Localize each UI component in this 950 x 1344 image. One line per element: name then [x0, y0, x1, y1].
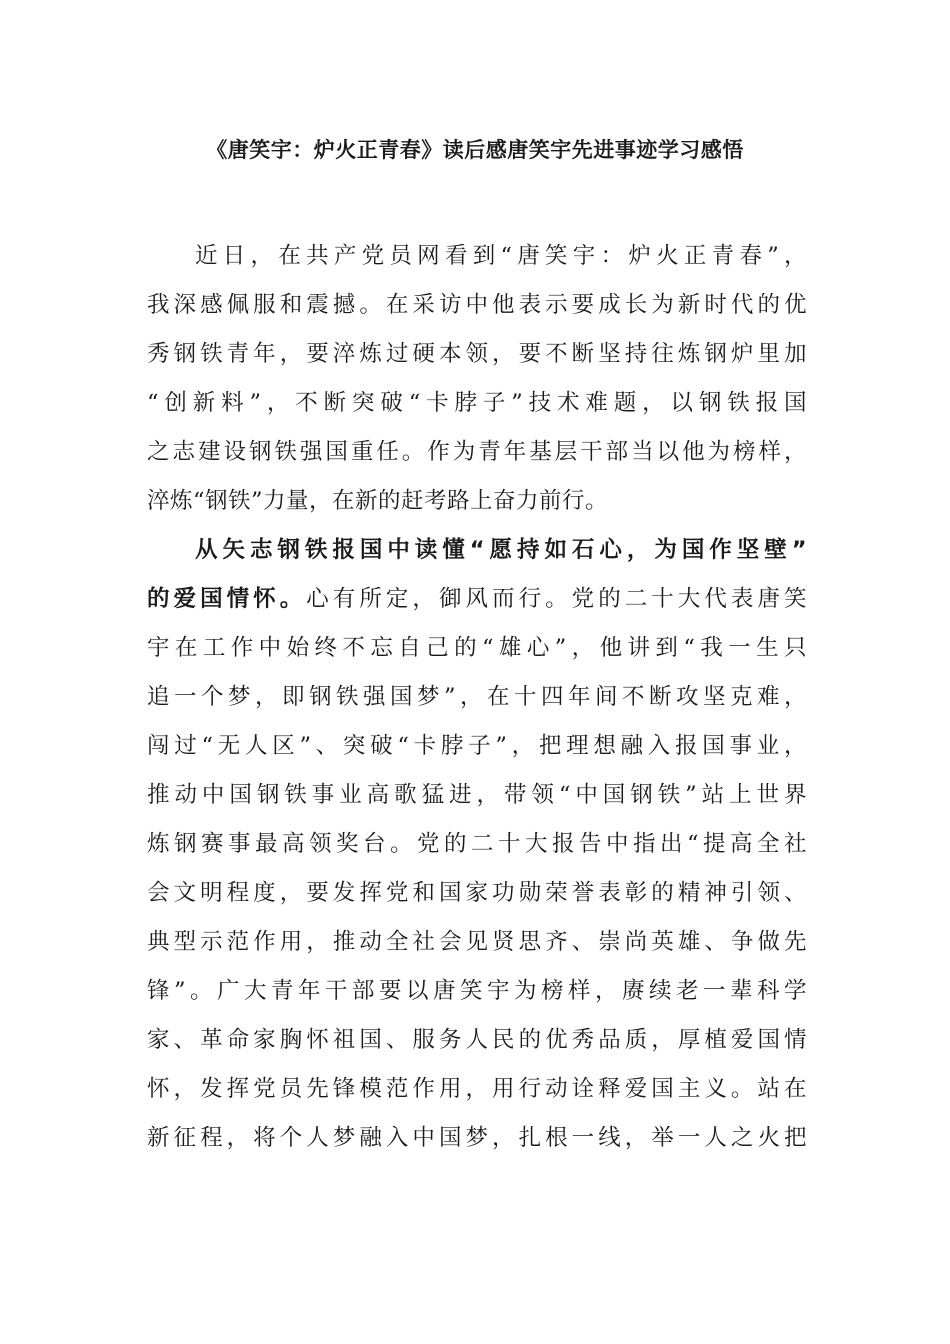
paragraph-2-line-9: 锋”。广大青年干部要以唐笑宇为榜样，赓续老一辈科学	[147, 978, 807, 1004]
paragraph-2-line-8: 典型示范作用，推动全社会见贤思齐、崇尚英雄、争做先	[147, 929, 807, 955]
paragraph-1-line-1: 近日，在共产党员网看到“唐笑宇：炉火正青春”，	[195, 243, 807, 269]
paragraph-2-line-12: 新征程，将个人梦融入中国梦，扎根一线，举一人之火把	[147, 1125, 807, 1151]
document-title: 《唐笑宇：炉火正青春》读后感唐笑宇先进事迹学习感悟	[206, 138, 744, 162]
paragraph-2-line-6: 炼钢赛事最高领奖台。党的二十大报告中指出“提高全社	[147, 831, 807, 857]
section-heading-line-1: 从矢志钢铁报国中读懂“愿持如石心，为国作坚壁”	[195, 537, 807, 563]
paragraph-2-line-5: 推动中国钢铁事业高歌猛进，带领“中国钢铁”站上世界	[147, 782, 807, 808]
paragraph-1-line-4: “创新料”，不断突破“卡脖子”技术难题，以钢铁报国	[147, 390, 807, 416]
document-body	[147, 232, 807, 1163]
paragraph-2-line-7: 会文明程度，要发挥党和国家功勋荣誉表彰的精神引领、	[147, 880, 807, 906]
paragraph-2-line-2: 宇在工作中始终不忘自己的“雄心”，他讲到“我一生只	[147, 635, 807, 661]
paragraph-1-line-5: 之志建设钢铁强国重任。作为青年基层干部当以他为榜样，	[147, 439, 807, 465]
paragraph-1-line-6: 淬炼“钢铁”力量，在新的赶考路上奋力前行。	[147, 488, 609, 514]
paragraph-1-line-3: 秀钢铁青年，要淬炼过硬本领，要不断坚持往炼钢炉里加	[147, 341, 807, 367]
paragraph-2-line-4: 闯过“无人区”、突破“卡脖子”，把理想融入报国事业，	[147, 733, 807, 759]
paragraph-2-line-11: 怀，发挥党员先锋模范作用，用行动诠释爱国主义。站在	[147, 1076, 807, 1102]
paragraph-2-line-3: 追一个梦，即钢铁强国梦”，在十四年间不断攻坚克难，	[147, 684, 807, 710]
paragraph-2-line-1-text: 心有所定，御风而行。党的二十大代表唐笑	[306, 586, 807, 612]
section-heading-line-2: 的爱国情怀。	[147, 586, 307, 612]
paragraph-1-line-2: 我深感佩服和震撼。在采访中他表示要成长为新时代的优	[147, 292, 807, 318]
paragraph-2-line-1	[147, 575, 807, 624]
paragraph-2-line-10: 家、革命家胸怀祖国、服务人民的优秀品质，厚植爱国情	[147, 1027, 807, 1053]
